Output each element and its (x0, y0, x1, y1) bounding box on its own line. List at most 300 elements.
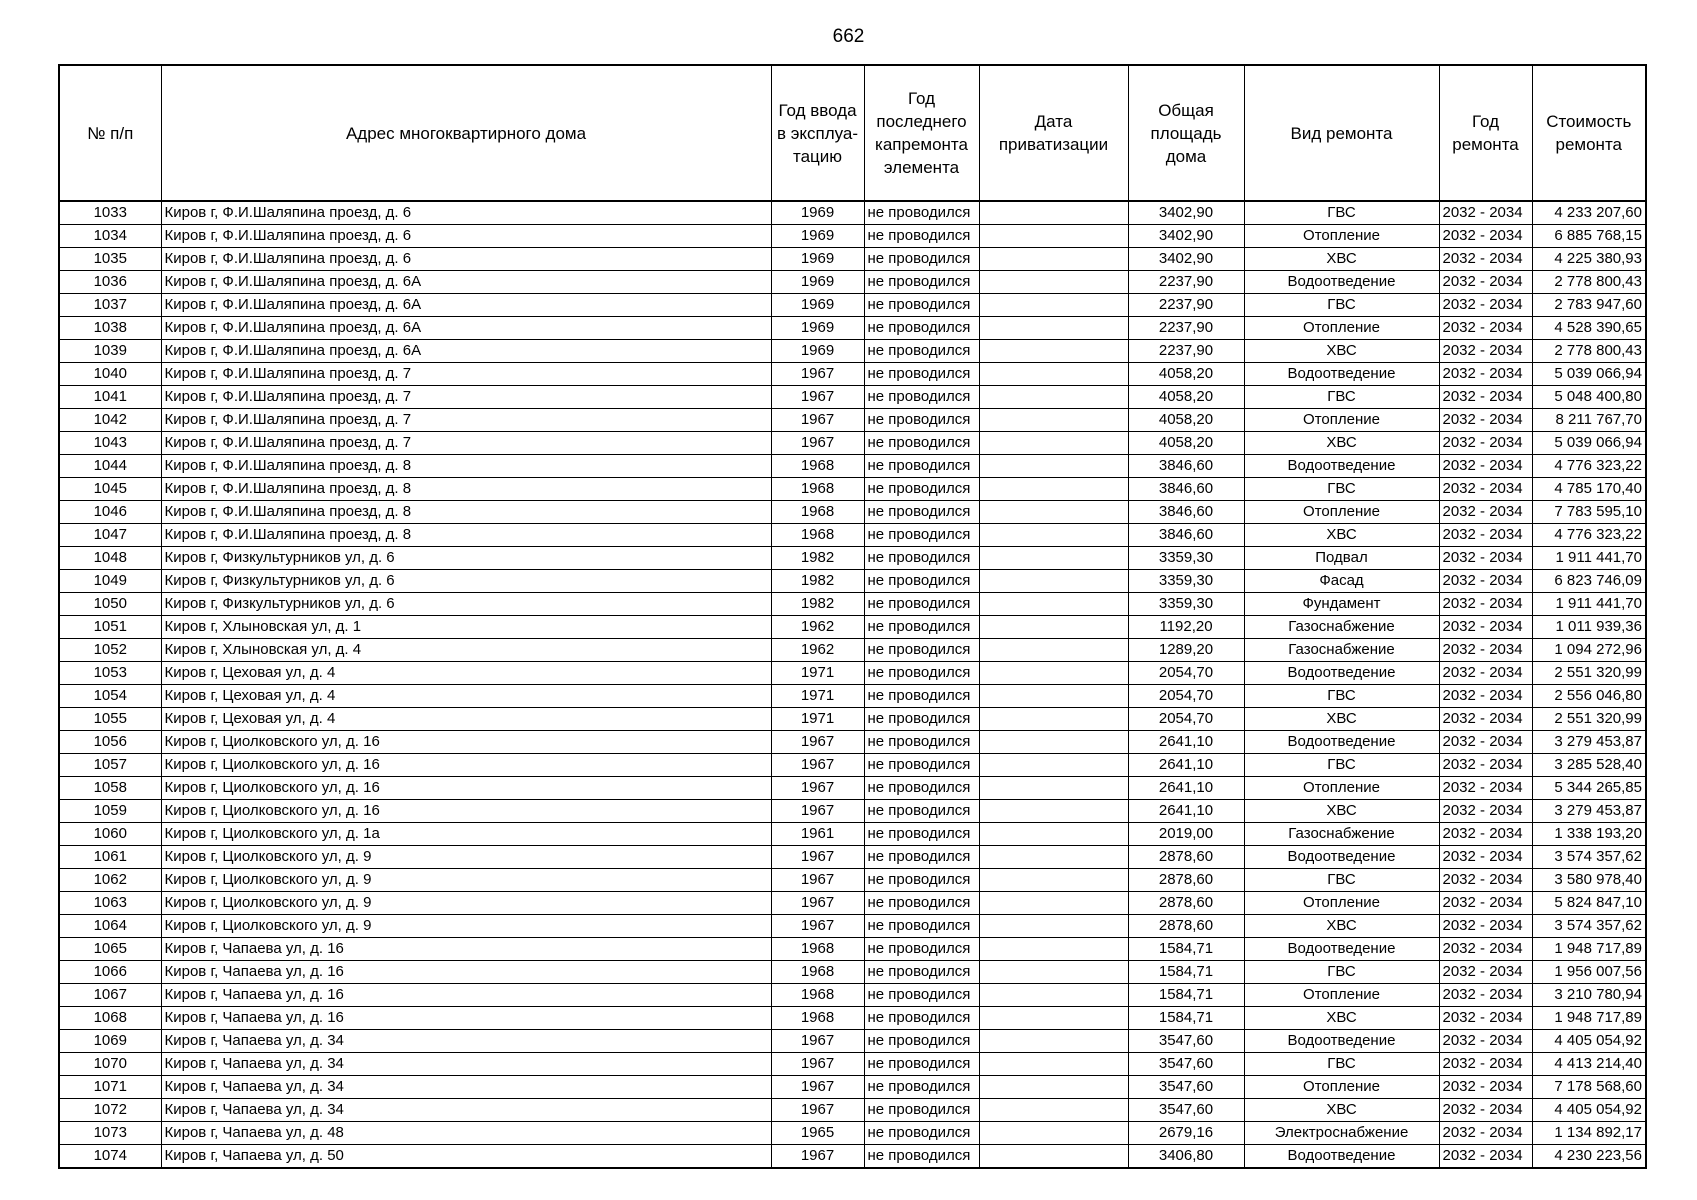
cell-area: 1192,20 (1128, 616, 1244, 639)
cell-cost: 5 039 066,94 (1532, 432, 1646, 455)
cell-address: Киров г, Чапаева ул, д. 34 (161, 1053, 771, 1076)
cell-cost: 2 551 320,99 (1532, 662, 1646, 685)
cell-year-built: 1967 (771, 800, 864, 823)
cell-privatization (979, 915, 1128, 938)
cell-year-built: 1969 (771, 317, 864, 340)
cell-privatization (979, 639, 1128, 662)
cell-cost: 8 211 767,70 (1532, 409, 1646, 432)
cell-num: 1062 (59, 869, 161, 892)
cell-year-built: 1969 (771, 201, 864, 225)
cell-repair-type: ХВС (1244, 800, 1439, 823)
cell-area: 1289,20 (1128, 639, 1244, 662)
cell-num: 1072 (59, 1099, 161, 1122)
cell-address: Киров г, Ф.И.Шаляпина проезд, д. 6А (161, 317, 771, 340)
cell-privatization (979, 363, 1128, 386)
cell-repair-year: 2032 - 2034 (1439, 432, 1532, 455)
cell-repair-year: 2032 - 2034 (1439, 501, 1532, 524)
cell-year-built: 1962 (771, 616, 864, 639)
cell-repair-type: Водоотведение (1244, 363, 1439, 386)
cell-repair-type: Отопление (1244, 409, 1439, 432)
cell-repair-year: 2032 - 2034 (1439, 201, 1532, 225)
cell-privatization (979, 961, 1128, 984)
cell-address: Киров г, Цеховая ул, д. 4 (161, 662, 771, 685)
cell-repair-type: Отопление (1244, 501, 1439, 524)
table-row (59, 1099, 1646, 1122)
cell-year-built: 1969 (771, 340, 864, 363)
cell-last-repair: не проводился (864, 869, 979, 892)
cell-num: 1055 (59, 708, 161, 731)
cell-address: Киров г, Чапаева ул, д. 16 (161, 938, 771, 961)
cell-cost: 5 824 847,10 (1532, 892, 1646, 915)
cell-num: 1069 (59, 1030, 161, 1053)
cell-repair-type: Водоотведение (1244, 455, 1439, 478)
cell-address: Киров г, Циолковского ул, д. 9 (161, 869, 771, 892)
cell-num: 1040 (59, 363, 161, 386)
cell-cost: 4 405 054,92 (1532, 1099, 1646, 1122)
cell-num: 1064 (59, 915, 161, 938)
cell-year-built: 1969 (771, 294, 864, 317)
cell-address: Киров г, Ф.И.Шаляпина проезд, д. 6 (161, 248, 771, 271)
cell-privatization (979, 409, 1128, 432)
cell-cost: 4 776 323,22 (1532, 524, 1646, 547)
cell-year-built: 1967 (771, 1030, 864, 1053)
cell-privatization (979, 754, 1128, 777)
cell-repair-type: Подвал (1244, 547, 1439, 570)
header-last-repair: Год последнего капремонта элемента (864, 65, 979, 201)
cell-privatization (979, 294, 1128, 317)
cell-cost: 2 551 320,99 (1532, 708, 1646, 731)
table-row (59, 731, 1646, 754)
cell-year-built: 1982 (771, 570, 864, 593)
cell-privatization (979, 731, 1128, 754)
cell-area: 3547,60 (1128, 1076, 1244, 1099)
cell-cost: 7 783 595,10 (1532, 501, 1646, 524)
cell-address: Киров г, Чапаева ул, д. 48 (161, 1122, 771, 1145)
header-cost: Стоимость ремонта (1532, 65, 1646, 201)
cell-repair-type: ХВС (1244, 340, 1439, 363)
cell-address: Киров г, Цеховая ул, д. 4 (161, 685, 771, 708)
cell-area: 3846,60 (1128, 455, 1244, 478)
cell-last-repair: не проводился (864, 846, 979, 869)
cell-privatization (979, 524, 1128, 547)
cell-num: 1063 (59, 892, 161, 915)
cell-num: 1073 (59, 1122, 161, 1145)
cell-area: 4058,20 (1128, 386, 1244, 409)
table-row (59, 777, 1646, 800)
cell-cost: 4 405 054,92 (1532, 1030, 1646, 1053)
cell-privatization (979, 892, 1128, 915)
cell-repair-type: ХВС (1244, 432, 1439, 455)
cell-area: 4058,20 (1128, 409, 1244, 432)
cell-cost: 1 948 717,89 (1532, 1007, 1646, 1030)
cell-area: 3402,90 (1128, 201, 1244, 225)
cell-repair-type: Электроснабжение (1244, 1122, 1439, 1145)
cell-repair-type: ГВС (1244, 754, 1439, 777)
cell-area: 3547,60 (1128, 1030, 1244, 1053)
cell-repair-type: Водоотведение (1244, 1030, 1439, 1053)
cell-address: Киров г, Ф.И.Шаляпина проезд, д. 7 (161, 386, 771, 409)
cell-address: Киров г, Циолковского ул, д. 16 (161, 754, 771, 777)
cell-repair-year: 2032 - 2034 (1439, 225, 1532, 248)
cell-repair-year: 2032 - 2034 (1439, 1053, 1532, 1076)
cell-year-built: 1982 (771, 593, 864, 616)
cell-year-built: 1969 (771, 225, 864, 248)
cell-num: 1065 (59, 938, 161, 961)
cell-repair-year: 2032 - 2034 (1439, 754, 1532, 777)
cell-repair-year: 2032 - 2034 (1439, 386, 1532, 409)
cell-repair-year: 2032 - 2034 (1439, 248, 1532, 271)
cell-privatization (979, 225, 1128, 248)
cell-repair-type: ХВС (1244, 524, 1439, 547)
cell-privatization (979, 570, 1128, 593)
cell-area: 2054,70 (1128, 662, 1244, 685)
table-row (59, 616, 1646, 639)
cell-num: 1051 (59, 616, 161, 639)
cell-repair-type: ХВС (1244, 1099, 1439, 1122)
cell-repair-type: ГВС (1244, 386, 1439, 409)
cell-num: 1034 (59, 225, 161, 248)
cell-repair-type: Водоотведение (1244, 271, 1439, 294)
cell-repair-year: 2032 - 2034 (1439, 984, 1532, 1007)
cell-repair-year: 2032 - 2034 (1439, 1099, 1532, 1122)
cell-area: 2641,10 (1128, 777, 1244, 800)
cell-num: 1053 (59, 662, 161, 685)
cell-address: Киров г, Ф.И.Шаляпина проезд, д. 8 (161, 455, 771, 478)
cell-address: Киров г, Циолковского ул, д. 1а (161, 823, 771, 846)
cell-last-repair: не проводился (864, 708, 979, 731)
cell-repair-year: 2032 - 2034 (1439, 639, 1532, 662)
cell-repair-year: 2032 - 2034 (1439, 1030, 1532, 1053)
cell-area: 1584,71 (1128, 1007, 1244, 1030)
cell-last-repair: не проводился (864, 731, 979, 754)
cell-last-repair: не проводился (864, 363, 979, 386)
cell-num: 1054 (59, 685, 161, 708)
cell-num: 1067 (59, 984, 161, 1007)
cell-repair-type: Отопление (1244, 1076, 1439, 1099)
cell-privatization (979, 1122, 1128, 1145)
cell-area: 2878,60 (1128, 892, 1244, 915)
cell-year-built: 1967 (771, 409, 864, 432)
cell-repair-year: 2032 - 2034 (1439, 294, 1532, 317)
table-row (59, 340, 1646, 363)
cell-address: Киров г, Физкультурников ул, д. 6 (161, 570, 771, 593)
cell-repair-year: 2032 - 2034 (1439, 800, 1532, 823)
cell-year-built: 1965 (771, 1122, 864, 1145)
cell-privatization (979, 685, 1128, 708)
cell-address: Киров г, Чапаева ул, д. 34 (161, 1099, 771, 1122)
cell-last-repair: не проводился (864, 1145, 979, 1169)
cell-num: 1074 (59, 1145, 161, 1169)
cell-area: 2679,16 (1128, 1122, 1244, 1145)
header-privatization: Дата приватизации (979, 65, 1128, 201)
table-row (59, 662, 1646, 685)
cell-repair-year: 2032 - 2034 (1439, 892, 1532, 915)
cell-num: 1071 (59, 1076, 161, 1099)
cell-repair-type: Отопление (1244, 225, 1439, 248)
cell-address: Киров г, Физкультурников ул, д. 6 (161, 547, 771, 570)
cell-year-built: 1967 (771, 915, 864, 938)
cell-num: 1045 (59, 478, 161, 501)
cell-privatization (979, 201, 1128, 225)
cell-num: 1058 (59, 777, 161, 800)
cell-repair-type: Газоснабжение (1244, 823, 1439, 846)
cell-address: Киров г, Циолковского ул, д. 9 (161, 846, 771, 869)
cell-num: 1047 (59, 524, 161, 547)
cell-last-repair: не проводился (864, 1030, 979, 1053)
cell-area: 3359,30 (1128, 570, 1244, 593)
cell-last-repair: не проводился (864, 294, 979, 317)
table-row (59, 685, 1646, 708)
cell-privatization (979, 846, 1128, 869)
cell-num: 1036 (59, 271, 161, 294)
table-row (59, 938, 1646, 961)
header-year-built: Год ввода в эксплуа-тацию (771, 65, 864, 201)
cell-privatization (979, 1145, 1128, 1169)
cell-privatization (979, 1053, 1128, 1076)
table-row (59, 961, 1646, 984)
cell-last-repair: не проводился (864, 248, 979, 271)
cell-num: 1041 (59, 386, 161, 409)
table-row (59, 1076, 1646, 1099)
cell-repair-type: Водоотведение (1244, 846, 1439, 869)
table-row (59, 1030, 1646, 1053)
table-row (59, 846, 1646, 869)
cell-last-repair: не проводился (864, 938, 979, 961)
cell-privatization (979, 478, 1128, 501)
cell-cost: 3 210 780,94 (1532, 984, 1646, 1007)
table-row (59, 754, 1646, 777)
cell-last-repair: не проводился (864, 639, 979, 662)
cell-cost: 3 574 357,62 (1532, 915, 1646, 938)
cell-repair-year: 2032 - 2034 (1439, 271, 1532, 294)
cell-num: 1037 (59, 294, 161, 317)
cell-address: Киров г, Ф.И.Шаляпина проезд, д. 6А (161, 340, 771, 363)
cell-repair-year: 2032 - 2034 (1439, 317, 1532, 340)
table-row (59, 294, 1646, 317)
cell-cost: 5 344 265,85 (1532, 777, 1646, 800)
cell-year-built: 1968 (771, 478, 864, 501)
table-row (59, 409, 1646, 432)
cell-address: Киров г, Ф.И.Шаляпина проезд, д. 6 (161, 201, 771, 225)
table-row (59, 800, 1646, 823)
cell-privatization (979, 1007, 1128, 1030)
cell-repair-year: 2032 - 2034 (1439, 731, 1532, 754)
repair-register-table (58, 64, 1647, 1169)
cell-area: 3846,60 (1128, 524, 1244, 547)
cell-area: 2019,00 (1128, 823, 1244, 846)
table-row (59, 271, 1646, 294)
cell-address: Киров г, Циолковского ул, д. 16 (161, 800, 771, 823)
cell-num: 1052 (59, 639, 161, 662)
cell-address: Киров г, Ф.И.Шаляпина проезд, д. 8 (161, 501, 771, 524)
table-row (59, 984, 1646, 1007)
table-row (59, 915, 1646, 938)
cell-year-built: 1968 (771, 524, 864, 547)
cell-year-built: 1969 (771, 271, 864, 294)
cell-address: Киров г, Чапаева ул, д. 34 (161, 1076, 771, 1099)
cell-address: Киров г, Ф.И.Шаляпина проезд, д. 8 (161, 478, 771, 501)
cell-cost: 1 134 892,17 (1532, 1122, 1646, 1145)
header-repair-year: Год ремонта (1439, 65, 1532, 201)
cell-num: 1048 (59, 547, 161, 570)
cell-cost: 3 285 528,40 (1532, 754, 1646, 777)
cell-area: 4058,20 (1128, 432, 1244, 455)
cell-cost: 4 528 390,65 (1532, 317, 1646, 340)
cell-last-repair: не проводился (864, 754, 979, 777)
cell-last-repair: не проводился (864, 570, 979, 593)
table-row (59, 708, 1646, 731)
cell-cost: 4 225 380,93 (1532, 248, 1646, 271)
cell-cost: 6 823 746,09 (1532, 570, 1646, 593)
table-row (59, 869, 1646, 892)
cell-cost: 1 011 939,36 (1532, 616, 1646, 639)
cell-privatization (979, 386, 1128, 409)
table-row (59, 455, 1646, 478)
cell-address: Киров г, Ф.И.Шаляпина проезд, д. 7 (161, 363, 771, 386)
cell-address: Киров г, Циолковского ул, д. 9 (161, 915, 771, 938)
cell-cost: 7 178 568,60 (1532, 1076, 1646, 1099)
cell-cost: 2 783 947,60 (1532, 294, 1646, 317)
cell-year-built: 1967 (771, 731, 864, 754)
cell-area: 3547,60 (1128, 1053, 1244, 1076)
cell-cost: 4 413 214,40 (1532, 1053, 1646, 1076)
cell-cost: 2 778 800,43 (1532, 271, 1646, 294)
cell-privatization (979, 708, 1128, 731)
table-row (59, 317, 1646, 340)
table-row (59, 386, 1646, 409)
cell-year-built: 1968 (771, 501, 864, 524)
cell-area: 2054,70 (1128, 708, 1244, 731)
cell-last-repair: не проводился (864, 800, 979, 823)
cell-privatization (979, 662, 1128, 685)
cell-last-repair: не проводился (864, 892, 979, 915)
cell-repair-year: 2032 - 2034 (1439, 915, 1532, 938)
header-repair-type: Вид ремонта (1244, 65, 1439, 201)
cell-last-repair: не проводился (864, 271, 979, 294)
cell-address: Киров г, Чапаева ул, д. 16 (161, 961, 771, 984)
cell-year-built: 1969 (771, 248, 864, 271)
cell-privatization (979, 271, 1128, 294)
cell-repair-type: ГВС (1244, 869, 1439, 892)
cell-address: Киров г, Чапаева ул, д. 34 (161, 1030, 771, 1053)
cell-last-repair: не проводился (864, 524, 979, 547)
cell-last-repair: не проводился (864, 340, 979, 363)
cell-repair-type: Отопление (1244, 984, 1439, 1007)
cell-repair-year: 2032 - 2034 (1439, 662, 1532, 685)
cell-area: 2641,10 (1128, 731, 1244, 754)
table-row (59, 225, 1646, 248)
cell-area: 3359,30 (1128, 547, 1244, 570)
cell-repair-type: ХВС (1244, 248, 1439, 271)
cell-year-built: 1962 (771, 639, 864, 662)
cell-repair-year: 2032 - 2034 (1439, 846, 1532, 869)
cell-repair-type: ГВС (1244, 201, 1439, 225)
cell-repair-year: 2032 - 2034 (1439, 547, 1532, 570)
cell-address: Киров г, Ф.И.Шаляпина проезд, д. 6А (161, 271, 771, 294)
cell-year-built: 1968 (771, 961, 864, 984)
cell-repair-year: 2032 - 2034 (1439, 869, 1532, 892)
cell-repair-year: 2032 - 2034 (1439, 340, 1532, 363)
cell-address: Киров г, Ф.И.Шаляпина проезд, д. 7 (161, 432, 771, 455)
table-row (59, 201, 1646, 225)
cell-repair-type: Газоснабжение (1244, 639, 1439, 662)
cell-repair-year: 2032 - 2034 (1439, 593, 1532, 616)
cell-area: 3402,90 (1128, 225, 1244, 248)
cell-area: 2641,10 (1128, 800, 1244, 823)
cell-last-repair: не проводился (864, 777, 979, 800)
cell-privatization (979, 869, 1128, 892)
header-area: Общая площадь дома (1128, 65, 1244, 201)
table-row (59, 478, 1646, 501)
cell-privatization (979, 248, 1128, 271)
cell-cost: 1 094 272,96 (1532, 639, 1646, 662)
table-row (59, 432, 1646, 455)
cell-num: 1070 (59, 1053, 161, 1076)
cell-area: 2237,90 (1128, 271, 1244, 294)
cell-repair-type: Водоотведение (1244, 662, 1439, 685)
cell-last-repair: не проводился (864, 225, 979, 248)
cell-area: 1584,71 (1128, 938, 1244, 961)
header-row (59, 65, 1646, 201)
header-num: № п/п (59, 65, 161, 201)
cell-address: Киров г, Циолковского ул, д. 9 (161, 892, 771, 915)
cell-last-repair: не проводился (864, 201, 979, 225)
cell-cost: 2 556 046,80 (1532, 685, 1646, 708)
cell-repair-year: 2032 - 2034 (1439, 938, 1532, 961)
table-row (59, 1145, 1646, 1169)
cell-address: Киров г, Чапаева ул, д. 16 (161, 984, 771, 1007)
cell-area: 3406,80 (1128, 1145, 1244, 1169)
cell-address: Киров г, Хлыновская ул, д. 1 (161, 616, 771, 639)
cell-repair-type: ХВС (1244, 915, 1439, 938)
cell-repair-type: Водоотведение (1244, 731, 1439, 754)
cell-num: 1060 (59, 823, 161, 846)
cell-address: Киров г, Ф.И.Шаляпина проезд, д. 8 (161, 524, 771, 547)
cell-num: 1043 (59, 432, 161, 455)
cell-repair-type: ГВС (1244, 685, 1439, 708)
cell-year-built: 1968 (771, 938, 864, 961)
table-row (59, 639, 1646, 662)
cell-area: 3846,60 (1128, 501, 1244, 524)
cell-privatization (979, 777, 1128, 800)
cell-last-repair: не проводился (864, 409, 979, 432)
cell-repair-type: Водоотведение (1244, 1145, 1439, 1169)
cell-num: 1059 (59, 800, 161, 823)
cell-last-repair: не проводился (864, 501, 979, 524)
cell-address: Киров г, Ф.И.Шаляпина проезд, д. 7 (161, 409, 771, 432)
cell-last-repair: не проводился (864, 317, 979, 340)
cell-repair-year: 2032 - 2034 (1439, 823, 1532, 846)
cell-repair-type: ХВС (1244, 708, 1439, 731)
cell-num: 1056 (59, 731, 161, 754)
cell-last-repair: не проводился (864, 1122, 979, 1145)
cell-repair-type: Фасад (1244, 570, 1439, 593)
cell-repair-type: Отопление (1244, 777, 1439, 800)
cell-cost: 1 338 193,20 (1532, 823, 1646, 846)
cell-area: 3547,60 (1128, 1099, 1244, 1122)
cell-privatization (979, 1030, 1128, 1053)
cell-cost: 2 778 800,43 (1532, 340, 1646, 363)
cell-cost: 4 785 170,40 (1532, 478, 1646, 501)
cell-cost: 4 233 207,60 (1532, 201, 1646, 225)
cell-cost: 3 279 453,87 (1532, 800, 1646, 823)
cell-area: 2878,60 (1128, 915, 1244, 938)
cell-repair-type: Отопление (1244, 317, 1439, 340)
cell-repair-year: 2032 - 2034 (1439, 616, 1532, 639)
cell-year-built: 1967 (771, 1099, 864, 1122)
cell-num: 1066 (59, 961, 161, 984)
cell-privatization (979, 1076, 1128, 1099)
